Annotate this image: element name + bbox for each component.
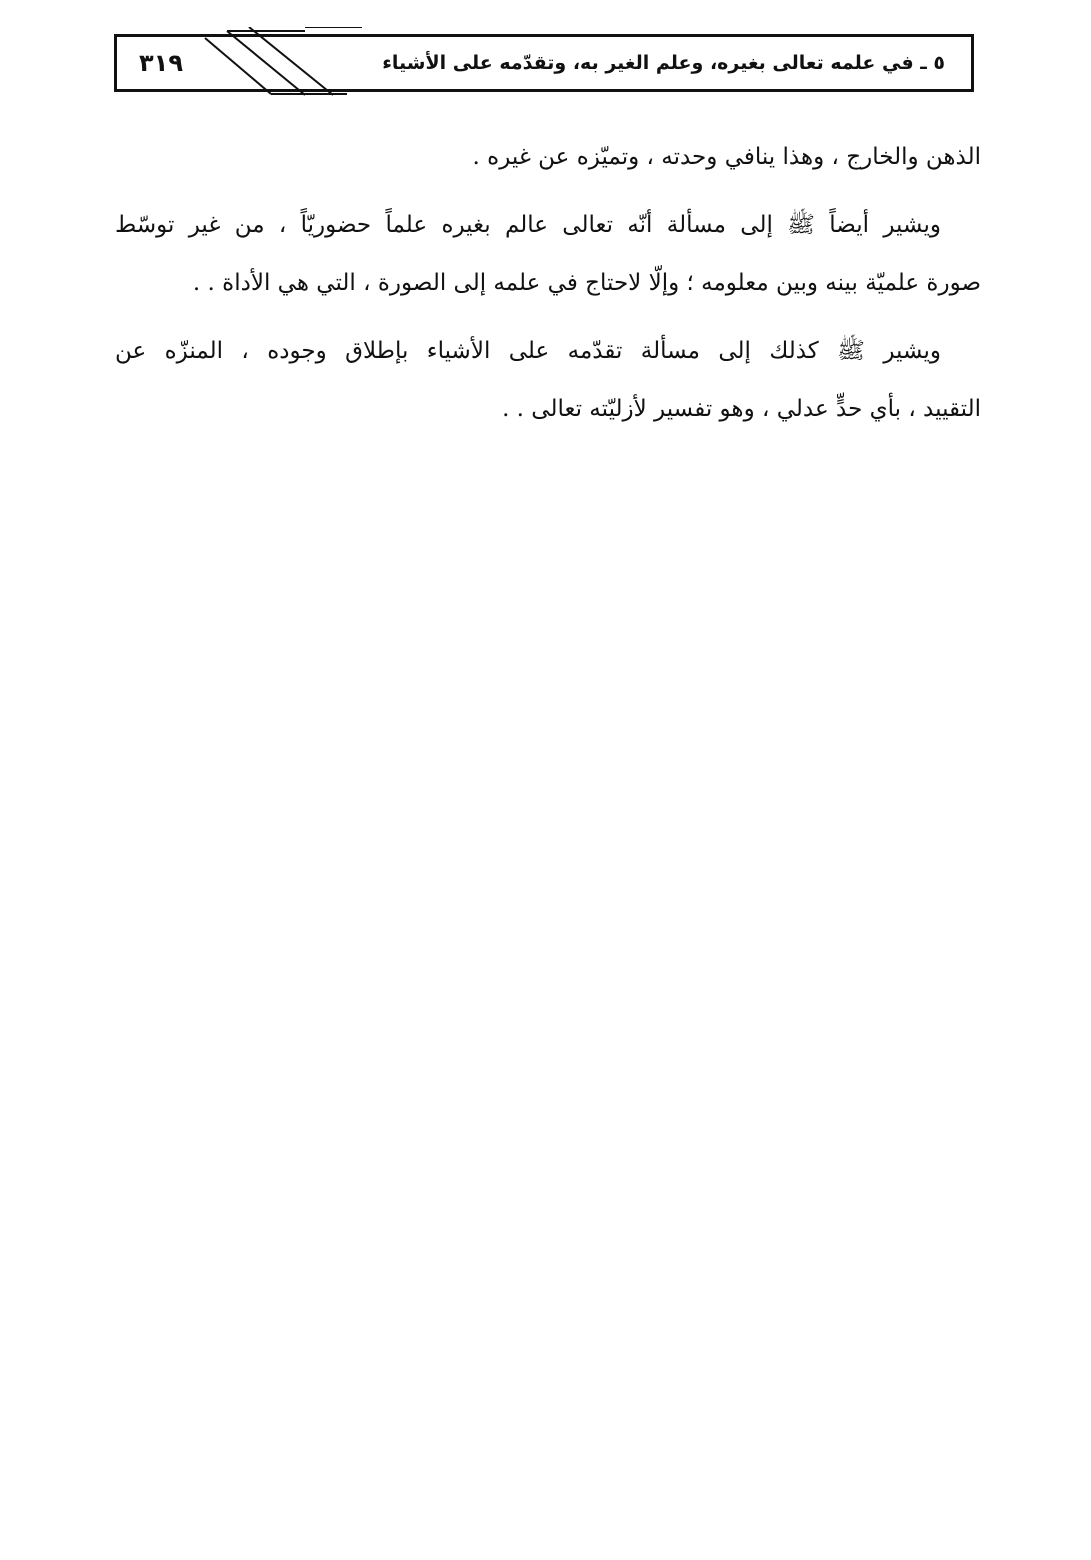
paragraph — [115, 322, 981, 438]
text-line: ويشير أيضاً ﷺ إلى مسألة أنّه تعالى عالم بغيره علماً حضوريّاً ، من غير توسّط — [115, 212, 941, 238]
paragraph — [115, 128, 981, 186]
paragraph-gap — [115, 312, 981, 322]
text-line: صورة علميّة بينه وبين معلومه ؛ وإلّا لاحتاج في علمه إلى الصورة ، التي هي الأداة . . — [192, 270, 981, 296]
running-header — [114, 34, 974, 92]
page-number: ٣١٩ — [139, 49, 183, 77]
text-line: الذهن والخارج ، وهذا ينافي وحدته ، وتميّزه عن غيره . — [472, 144, 981, 170]
text-line: ويشير ﷺ كذلك إلى مسألة تقدّمه على الأشياء بإطلاق وجوده ، المنزّه عن — [115, 338, 941, 364]
paragraph-gap — [115, 186, 981, 196]
paragraph — [115, 196, 981, 312]
header-ornament-icon — [187, 27, 377, 99]
chapter-title: ٥ ـ في علمه تعالى بغيره، وعلم الغير به، وتقدّمه على الأشياء — [382, 52, 945, 74]
text-line: التقييد ، بأي حدٍّ عدلي ، وهو تفسير لأزليّته تعالى . . — [502, 396, 981, 422]
page-body — [115, 128, 981, 438]
